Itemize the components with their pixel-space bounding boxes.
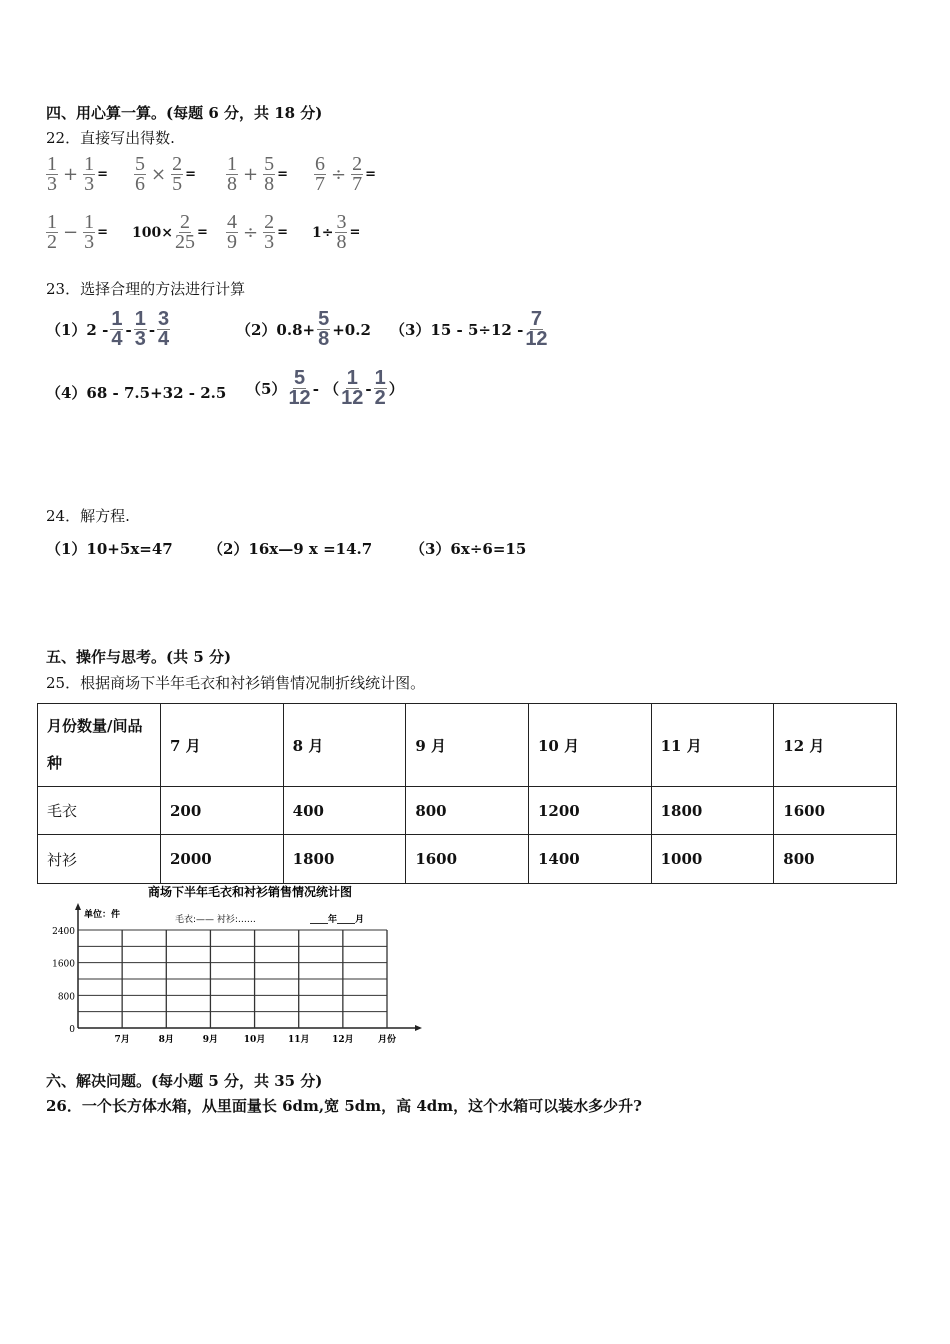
q22-row1 <box>44 155 402 194</box>
y-tick-label: 2400 <box>52 927 75 937</box>
q26-title: 26．一个长方体水箱，从里面量长 6dm,宽 5dm，高 4dm，这个水箱可以装水多少升? <box>46 1097 642 1115</box>
table-cell: 1400 <box>528 835 651 884</box>
x-axis-arrow-icon <box>415 1025 422 1031</box>
q23-item1: （1）2 - $\frac{1}{4}$ - $\frac{1}{3}$ - $\frac{3}{4}$ <box>46 308 170 350</box>
x-tick-label: 12月 <box>332 1035 354 1045</box>
oral-calc-item: 1÷ $\frac{3}{8}$ = <box>312 211 361 253</box>
table-cell: 1800 <box>651 787 774 835</box>
q23-item5: （5） $\frac{5}{12}$ - （ $\frac{1}{12}$ - $\frac{1}{2}$ ） <box>246 367 404 409</box>
header-cell: 8 月 <box>283 704 406 787</box>
table-cell: 800 <box>406 787 529 835</box>
header-cell: 7 月 <box>161 704 284 787</box>
oral-calc-item: $\frac{6}{7}$ ÷ $\frac{2}{7}$ = <box>315 153 376 195</box>
fraction: $\frac{3}{8}$ <box>336 211 347 253</box>
table-header-row <box>38 704 897 787</box>
q22-title: 22．直接写出得数. <box>46 129 175 147</box>
fraction: $\frac{1}{8}$ <box>227 153 237 195</box>
header-cell: 12 月 <box>774 704 897 787</box>
fraction: $\frac{5}{8}$ <box>264 153 275 195</box>
table-cell: 1600 <box>406 835 529 884</box>
oral-calc-item: $\frac{5}{6}$ × $\frac{2}{5}$ = <box>135 153 196 195</box>
chart-unit: 单位：件 <box>84 910 121 920</box>
x-tick-label: 9月 <box>202 1035 219 1045</box>
table-row <box>38 787 897 835</box>
chart-date-blank: ____年____月 <box>310 915 365 925</box>
table-cell: 400 <box>283 787 406 835</box>
table-cell: 衬衫 <box>38 835 161 884</box>
table-cell: 1600 <box>774 787 897 835</box>
chart-title: 商场下半年毛衣和衬衫销售情况统计图 <box>147 885 353 899</box>
section5-title: 五、操作与思考。(共 5 分) <box>46 648 232 666</box>
sales-table <box>37 703 897 884</box>
fraction: $\frac{5}{6}$ <box>135 153 145 195</box>
table-cell: 1800 <box>283 835 406 884</box>
x-axis-label: 月份 <box>377 1035 397 1045</box>
x-tick-label: 7月 <box>114 1035 130 1045</box>
q23-item4: （4）68 - 7.5+32 - 2.5 <box>46 384 227 402</box>
y-tick-label: 0 <box>69 1025 75 1035</box>
y-tick-label: 1600 <box>52 959 75 970</box>
q24-title: 24．解方程. <box>46 507 130 525</box>
table-row <box>38 835 897 884</box>
table-cell: 1000 <box>651 835 774 884</box>
q23-item3: （3）15 - 5÷12 - $\frac{7}{12}$ <box>390 308 548 350</box>
y-axis-arrow-icon <box>75 903 81 910</box>
x-tick-label: 11月 <box>287 1035 310 1045</box>
q22-row2 <box>44 213 402 252</box>
y-tick-label: 800 <box>57 992 75 1003</box>
fraction: $\frac{1}{3}$ <box>47 153 57 195</box>
oral-calc-item: $\frac{1}{8}$ + $\frac{5}{8}$ = <box>227 153 288 195</box>
x-tick-label: 10月 <box>243 1035 266 1045</box>
q23-title: 23．选择合理的方法进行计算 <box>46 280 246 298</box>
q23-item2: （2）0.8+ $\frac{5}{8}$ +0.2 <box>236 308 371 350</box>
table-cell: 毛衣 <box>38 787 161 835</box>
q25-title: 25．根据商场下半年毛衣和衬衫销售情况制折线统计图。 <box>46 674 426 692</box>
oral-calc-item: 100× $\frac{2}{25}$ = <box>132 211 208 253</box>
x-tick-label: 8月 <box>158 1035 174 1045</box>
blank-line-chart <box>40 880 440 1050</box>
fraction: $\frac{4}{9}$ <box>227 211 237 253</box>
fraction: $\frac{2}{3}$ <box>264 211 275 253</box>
q24-item1: （1）10+5x=47 <box>46 540 173 558</box>
table-cell: 2000 <box>161 835 284 884</box>
table-cell: 200 <box>161 787 284 835</box>
header-cell: 11 月 <box>651 704 774 787</box>
header-cell: 9 月 <box>406 704 529 787</box>
section4-title: 四、用心算一算。(每题 6 分，共 18 分) <box>46 104 323 122</box>
section6-title: 六、解决问题。(每小题 5 分，共 35 分) <box>46 1072 323 1090</box>
oral-calc-item: $\frac{1}{3}$ + $\frac{1}{3}$ = <box>47 153 108 195</box>
header-cell: 月份数量/间品种 <box>38 704 161 787</box>
oral-calc-item: $\frac{4}{9}$ ÷ $\frac{2}{3}$ = <box>227 211 288 253</box>
fraction: $\frac{1}{3}$ <box>84 153 95 195</box>
chart-legend: 毛衣:—— 衬衫:…… <box>175 915 256 925</box>
q24-item3: （3）6x÷6=15 <box>410 540 527 558</box>
header-cell: 10 月 <box>528 704 651 787</box>
fraction: $\frac{2}{7}$ <box>352 153 363 195</box>
fraction: $\frac{2}{25}$ <box>174 211 195 253</box>
q24-item2: （2）16x—9 x =14.7 <box>208 540 373 558</box>
fraction: $\frac{2}{5}$ <box>172 153 183 195</box>
table-cell: 800 <box>774 835 897 884</box>
fraction: $\frac{6}{7}$ <box>315 153 325 195</box>
table-cell: 1200 <box>528 787 651 835</box>
oral-calc-item: $\frac{1}{2}$ − $\frac{1}{3}$ = <box>47 211 108 253</box>
fraction: $\frac{1}{3}$ <box>84 211 95 253</box>
fraction: $\frac{1}{2}$ <box>47 211 57 253</box>
